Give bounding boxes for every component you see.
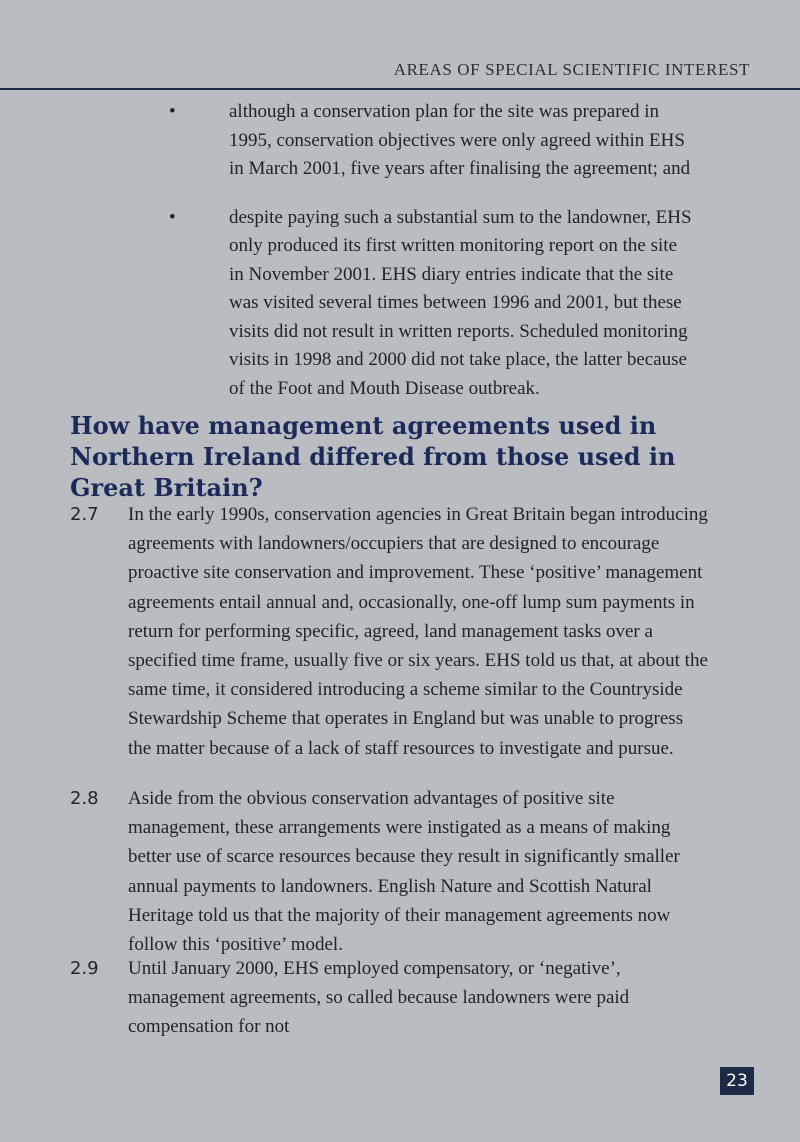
- paragraph-2-9: [70, 954, 710, 1042]
- bullet-item: [169, 204, 695, 404]
- page-number-badge: 23: [720, 1067, 754, 1095]
- bullet-text: despite paying such a substantial sum to the landowner, EHS only produced its first written monitoring report on the site in November 2001. EHS diary entries indicate that the site was visited several times between 1996 and 2001, but these visits did not result in written reports. Scheduled monitoring visits in 1998 and 2000 did not take place, the latter because of the Foot and Mouth Disease outbreak.: [229, 206, 692, 399]
- paragraph-2-7: [70, 500, 710, 763]
- bullet-list: [169, 98, 695, 423]
- section-heading: How have management agreements used in Northern Ireland differed from those used in Great Britain?: [70, 411, 676, 502]
- bullet-item: [169, 98, 695, 184]
- paragraph-number: 2.8: [70, 788, 99, 809]
- bullet-text: although a conservation plan for the site was prepared in 1995, conservation objectives were only agreed within EHS in March 2001, five years after finalising the agreement; and: [229, 101, 691, 179]
- bullet-dot-icon: •: [169, 206, 176, 228]
- header-rule: [0, 88, 800, 90]
- running-head: AREAS OF SPECIAL SCIENTIFIC INTEREST: [393, 60, 750, 79]
- paragraph-text: In the early 1990s, conservation agencies in Great Britain began introducing agreements with landowners/occupiers that are designed to encourage proactive site conservation and improvement. These ‘positive’ management agreements entail annual and, occasionally, one-off lump sum payments in return for performing specific, agreed, land management tasks over a specified time frame, usually five or six years. EHS told us that, at about the same time, it considered introducing a scheme similar to the Countryside Stewardship Scheme that operates in England but was unable to progress the matter because of a lack of staff resources to investigate and pursue.: [128, 504, 708, 759]
- paragraph-number: 2.7: [70, 504, 99, 525]
- paragraph-2-8: [70, 784, 710, 959]
- paragraph-text: Aside from the obvious conservation advantages of positive site management, these arrangements were instigated as a means of making better use of scarce resources because they result in significantly smaller annual payments to landowners. English Nature and Scottish Natural Heritage told us that the majority of their management agreements now follow this ‘positive’ model.: [128, 788, 680, 956]
- paragraph-number: 2.9: [70, 958, 99, 979]
- bullet-dot-icon: •: [169, 101, 176, 122]
- paragraph-text: Until January 2000, EHS employed compensatory, or ‘negative’, management agreements, so called because landowners were paid compensation for not: [128, 958, 630, 1038]
